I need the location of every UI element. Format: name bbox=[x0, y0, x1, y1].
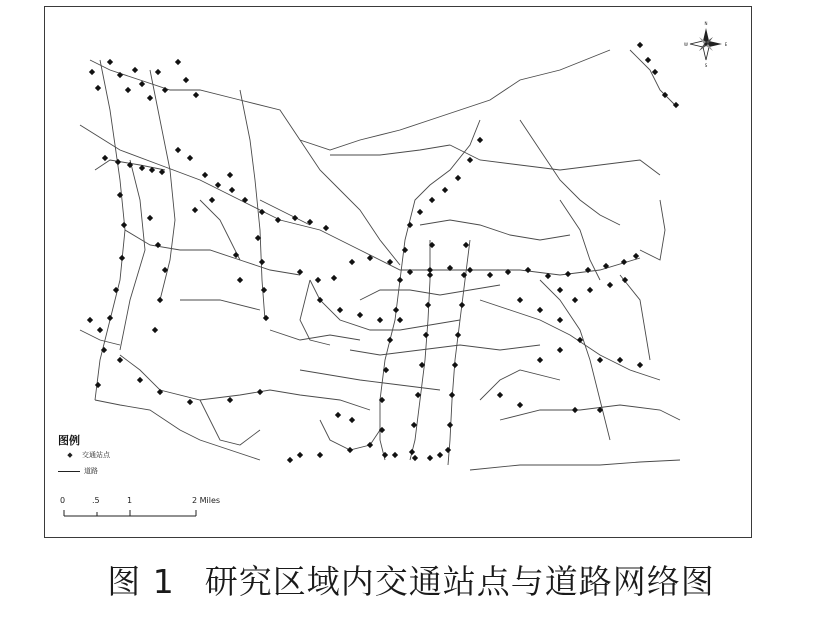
transit-station-marker bbox=[357, 312, 363, 318]
north-arrow-icon bbox=[684, 21, 728, 68]
transit-station-marker bbox=[95, 382, 101, 388]
transit-station-marker bbox=[429, 197, 435, 203]
road-segment bbox=[500, 405, 680, 420]
transit-station-marker bbox=[349, 259, 355, 265]
transit-station-marker bbox=[209, 197, 215, 203]
road-segment bbox=[560, 200, 600, 280]
transit-station-marker bbox=[397, 317, 403, 323]
transit-station-marker bbox=[557, 317, 563, 323]
road-segment bbox=[150, 70, 175, 300]
caption-text: 研究区域内交通站点与道路网络图 bbox=[204, 562, 715, 601]
transit-station-marker bbox=[603, 263, 609, 269]
transit-station-marker bbox=[155, 242, 161, 248]
transit-station-marker bbox=[125, 87, 131, 93]
transit-station-marker bbox=[202, 172, 208, 178]
transit-station-marker bbox=[455, 175, 461, 181]
transit-station-marker bbox=[377, 317, 383, 323]
transit-station-marker bbox=[187, 399, 193, 405]
transit-station-marker bbox=[137, 377, 143, 383]
transit-station-marker bbox=[397, 277, 403, 283]
legend-label-station: 交通站点 bbox=[82, 451, 110, 459]
transit-station-marker bbox=[412, 455, 418, 461]
transit-station-marker bbox=[257, 389, 263, 395]
transit-station-marker bbox=[452, 362, 458, 368]
transit-station-marker bbox=[557, 347, 563, 353]
road-segment bbox=[330, 145, 450, 155]
transit-station-marker bbox=[121, 222, 127, 228]
transit-station-marker bbox=[315, 277, 321, 283]
transit-station-marker bbox=[175, 147, 181, 153]
transit-station-marker bbox=[417, 209, 423, 215]
transit-station-marker bbox=[467, 157, 473, 163]
transit-station-marker bbox=[242, 197, 248, 203]
road-segment bbox=[180, 300, 260, 310]
transit-station-marker bbox=[445, 447, 451, 453]
legend-item-road bbox=[58, 466, 98, 476]
road-network bbox=[80, 50, 680, 470]
transit-station-marker bbox=[537, 307, 543, 313]
transit-station-marker bbox=[459, 302, 465, 308]
road-segment bbox=[480, 300, 660, 380]
transit-station-marker bbox=[335, 412, 341, 418]
transit-station-marker bbox=[572, 407, 578, 413]
transit-station-marker bbox=[157, 389, 163, 395]
transit-station-marker bbox=[229, 187, 235, 193]
transit-station-marker bbox=[292, 215, 298, 221]
transit-station-marker bbox=[147, 215, 153, 221]
transit-station-marker bbox=[427, 272, 433, 278]
transit-station-marker bbox=[263, 315, 269, 321]
transit-station-marker bbox=[449, 392, 455, 398]
transit-station-marker bbox=[652, 69, 658, 75]
figure-number: 图 1 bbox=[107, 562, 175, 601]
legend-title: 图例 bbox=[58, 434, 80, 447]
transit-station-marker bbox=[517, 297, 523, 303]
transit-station-marker bbox=[347, 447, 353, 453]
north-letter: N bbox=[704, 21, 708, 26]
transit-station-marker bbox=[287, 457, 293, 463]
transit-station-marker bbox=[155, 69, 161, 75]
transit-station-marker bbox=[392, 452, 398, 458]
road-segment bbox=[420, 220, 570, 240]
transit-station-marker bbox=[115, 159, 121, 165]
transit-station-marker bbox=[673, 102, 679, 108]
road-segment bbox=[200, 400, 260, 445]
transit-station-marker bbox=[147, 95, 153, 101]
transit-station-marker bbox=[409, 449, 415, 455]
transit-station-marker bbox=[337, 307, 343, 313]
road-segment bbox=[520, 120, 620, 225]
transit-station-marker bbox=[455, 332, 461, 338]
transit-station-marker bbox=[297, 452, 303, 458]
transit-station-marker bbox=[565, 271, 571, 277]
transit-station-marker bbox=[117, 192, 123, 198]
transit-station-marker bbox=[572, 297, 578, 303]
road-segment bbox=[470, 460, 680, 470]
transit-station-marker bbox=[107, 315, 113, 321]
transit-station-marker bbox=[261, 287, 267, 293]
road-segment bbox=[480, 370, 560, 400]
transit-station-marker bbox=[97, 327, 103, 333]
road-segment bbox=[640, 200, 665, 260]
transit-station-marker bbox=[175, 59, 181, 65]
road-segment bbox=[630, 50, 675, 105]
transit-station-marker bbox=[183, 77, 189, 83]
transit-station-marker bbox=[467, 267, 473, 273]
transit-station-marker bbox=[525, 267, 531, 273]
transit-station-marker bbox=[617, 357, 623, 363]
transit-station-marker bbox=[95, 85, 101, 91]
transit-station-marker bbox=[427, 455, 433, 461]
transit-station-marker bbox=[437, 452, 443, 458]
transit-station-marker bbox=[393, 307, 399, 313]
transit-station-marker bbox=[132, 67, 138, 73]
road-segment bbox=[450, 145, 660, 175]
road-segment bbox=[350, 345, 540, 355]
transit-station-marker bbox=[387, 337, 393, 343]
transit-station-marker bbox=[557, 287, 563, 293]
road-segment bbox=[270, 330, 360, 340]
transit-station-marker bbox=[117, 357, 123, 363]
station-icon: ◆ bbox=[67, 451, 73, 459]
road-segment bbox=[80, 125, 640, 275]
transit-station-marker bbox=[597, 357, 603, 363]
transit-station-marker bbox=[192, 207, 198, 213]
west-letter: W bbox=[684, 42, 688, 47]
road-segment bbox=[448, 240, 470, 465]
transit-station-marker bbox=[447, 422, 453, 428]
transit-station-marker bbox=[367, 442, 373, 448]
transit-station-marker bbox=[119, 255, 125, 261]
south-letter: S bbox=[704, 63, 708, 68]
road-segment bbox=[90, 60, 300, 140]
transit-station-marker bbox=[645, 57, 651, 63]
station-layer bbox=[87, 42, 679, 463]
transit-station-marker bbox=[621, 259, 627, 265]
transit-station-marker bbox=[517, 402, 523, 408]
scale-tick-1: 1 bbox=[127, 496, 133, 505]
road-segment bbox=[310, 280, 460, 330]
road-segment bbox=[620, 275, 650, 360]
road-segment bbox=[120, 160, 145, 350]
road-segment bbox=[300, 50, 610, 150]
scale-tick-0: 0 bbox=[60, 496, 66, 505]
transit-station-marker bbox=[425, 302, 431, 308]
transit-station-marker bbox=[497, 392, 503, 398]
transit-station-marker bbox=[87, 317, 93, 323]
transit-station-marker bbox=[102, 155, 108, 161]
transit-station-marker bbox=[349, 417, 355, 423]
transit-station-marker bbox=[637, 42, 643, 48]
transit-station-marker bbox=[157, 297, 163, 303]
transit-station-marker bbox=[227, 397, 233, 403]
transit-station-marker bbox=[487, 272, 493, 278]
road-line-icon bbox=[58, 471, 80, 472]
transit-station-marker bbox=[463, 242, 469, 248]
transit-station-marker bbox=[442, 187, 448, 193]
scale-bar bbox=[64, 510, 196, 516]
transit-station-marker bbox=[477, 137, 483, 143]
transit-station-marker bbox=[587, 287, 593, 293]
east-letter: E bbox=[724, 42, 728, 47]
transit-station-marker bbox=[227, 172, 233, 178]
transit-station-marker bbox=[317, 452, 323, 458]
road-segment bbox=[300, 370, 440, 390]
transit-station-marker bbox=[607, 282, 613, 288]
legend-item-station bbox=[58, 450, 110, 460]
transit-station-marker bbox=[187, 155, 193, 161]
transit-station-marker bbox=[297, 269, 303, 275]
road-segment bbox=[300, 140, 400, 265]
road-segment bbox=[125, 230, 300, 275]
legend-label-road: 道路 bbox=[84, 467, 98, 475]
scale-tick-half: .5 bbox=[92, 496, 100, 505]
road-segment bbox=[240, 90, 265, 320]
road-segment bbox=[120, 355, 370, 410]
transit-station-marker bbox=[423, 332, 429, 338]
transit-station-marker bbox=[537, 357, 543, 363]
transit-station-marker bbox=[193, 92, 199, 98]
road-segment bbox=[200, 200, 240, 260]
transit-station-marker bbox=[215, 182, 221, 188]
transit-station-marker bbox=[259, 259, 265, 265]
transit-station-marker bbox=[637, 362, 643, 368]
transit-station-marker bbox=[152, 327, 158, 333]
transit-station-marker bbox=[237, 277, 243, 283]
figure-caption bbox=[0, 556, 822, 603]
transit-station-marker bbox=[89, 69, 95, 75]
scale-tick-2: 2 Miles bbox=[192, 496, 221, 505]
transit-station-marker bbox=[323, 225, 329, 231]
road-segment bbox=[95, 400, 260, 460]
transit-station-marker bbox=[402, 247, 408, 253]
transit-station-marker bbox=[331, 275, 337, 281]
transit-station-marker bbox=[107, 59, 113, 65]
